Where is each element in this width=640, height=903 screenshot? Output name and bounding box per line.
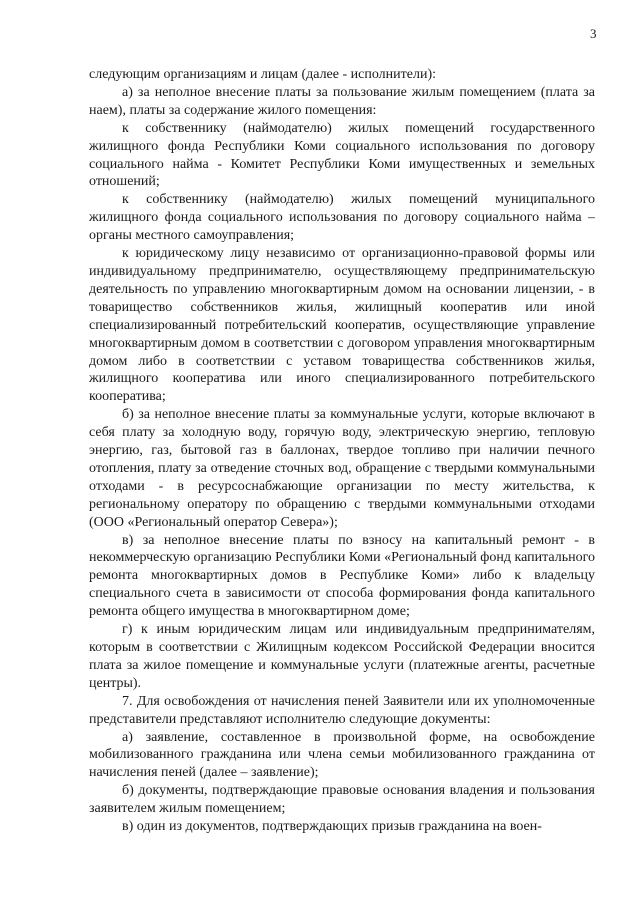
paragraph: б) документы, подтверждающие правовые основания владения и пользования заявителем жилым помещением; bbox=[89, 783, 595, 817]
paragraph: к собственнику (наймодателю) жилых помещений муниципального жилищного фонда социального использования по договору социального найма – органы местного самоуправления; bbox=[89, 192, 595, 244]
paragraph: к собственнику (наймодателю) жилых помещений государственного жилищного фонда Республики Коми социального использования по договору социального найма - Комитет Республики Коми имущественных и земельных отношений; bbox=[89, 120, 595, 190]
paragraph: а) заявление, составленное в произвольной форме, на освобождение мобилизованного гражданина или члена семьи мобилизованного гражданина от начисления пеней (далее – заявление); bbox=[89, 729, 595, 781]
page-number: 3 bbox=[590, 26, 597, 41]
paragraph: к юридическому лицу независимо от организационно-правовой формы или индивидуальному предпринимателю, осуществляющему предпринимательскую деятельность по управлению многоквартирным домом на основании лицензии, - в товарищество собственников жилья, жилищный кооператив или иной специализированный потребительский кооператив, осуществляющие управление многоквартирным домом в соответствии с договором управления многоквартирным домом либо в соответствии с уставом товарищества собственников жилья, жилищного кооператива или иного специализированного потребительского кооператива; bbox=[89, 246, 595, 405]
paragraph: 7. Для освобождения от начисления пеней Заявители или их уполномоченные представители представляют исполнителю следующие документы: bbox=[89, 693, 595, 727]
paragraph: б) за неполное внесение платы за коммунальные услуги, которые включают в себя плату за холодную воду, горячую воду, электрическую энергию, тепловую энергию, газ, бытовой газ в баллонах, твердое топливо при наличии печного отопления, плату за отведение сточных вод, обращение с твердыми коммунальными отходами - в ресурсоснабжающие организации по месту жительства, к региональному оператору по обращению с твердыми коммунальными отходами (ООО «Региональный оператор Севера»); bbox=[89, 407, 595, 530]
document-body bbox=[89, 66, 595, 836]
paragraph: а) за неполное внесение платы за пользование жилым помещением (плата за наем), платы за содержание жилого помещения: bbox=[89, 84, 595, 118]
paragraph: в) один из документов, подтверждающих призыв гражданина на воен- bbox=[122, 819, 542, 835]
paragraph: следующим организациям и лицам (далее - исполнители): bbox=[89, 67, 436, 82]
paragraph: г) к иным юридическим лицам или индивидуальным предпринимателям, которым в соответствии с Жилищным кодексом Российской Федерации вносится плата за жилое помещение и коммунальные услуги (платежные агенты, расчетные центры). bbox=[89, 622, 595, 691]
paragraph: в) за неполное внесение платы по взносу на капитальный ремонт - в некоммерческую организацию Республики Коми «Региональный фонд капитального ремонта многоквартирных домов в Республике Коми» либо к владельцу специального счета в зависимости от способа формирования фонда капитального ремонта общего имущества в многоквартирном доме; bbox=[89, 532, 595, 620]
